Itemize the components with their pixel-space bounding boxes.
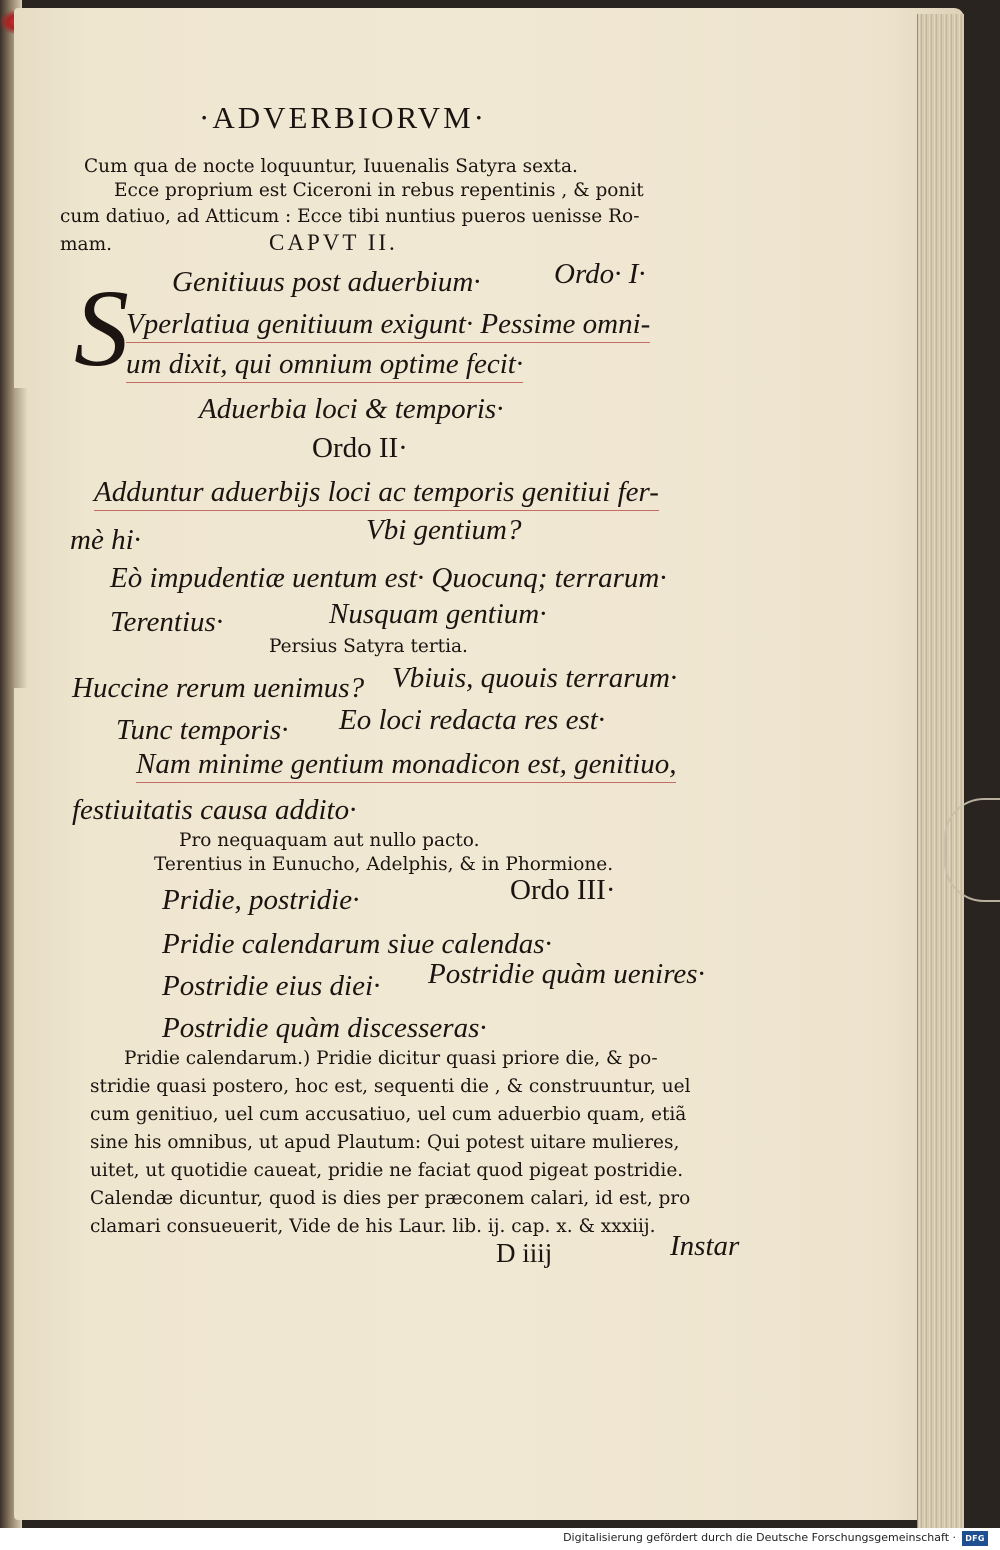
commentary-line-1: Pridie calendarum.) Pridie dicitur quasi priore die, & po- (124, 1048, 658, 1069)
bleed-through-shadow (14, 388, 28, 688)
main-line-18: Pridie calendarum siue calendas· (162, 928, 552, 960)
main-line-9b: Nusquam gentium· (329, 598, 547, 630)
intro-line-2: Ecce proprium est Ciceroni in rebus repentinis , & ponit (114, 180, 644, 201)
main-line-2: Vperlatiua genitiuum exigunt· Pessime omni- (126, 308, 650, 343)
commentary-line-2: stridie quasi postero, hoc est, sequenti die , & construuntur, uel (90, 1076, 691, 1097)
intro-line-3: cum datiuo, ad Atticum : Ecce tibi nuntius pueros uenisse Ro- (60, 206, 640, 227)
intro-line-4a: mam. (60, 234, 112, 255)
digitization-credit-bar (0, 1528, 1000, 1550)
commentary-line-6: Calendæ dicuntur, quod is dies per præconem calari, id est, pro (90, 1188, 691, 1209)
commentary-line-3: cum genitiuo, uel cum accusatiuo, uel cum aduerbio quam, etiã (90, 1104, 687, 1125)
main-line-13: Nam minime gentium monadicon est, genitiuo, (136, 748, 676, 783)
persius-citation: Persius Satyra tertia. (269, 636, 468, 657)
show-through-ink (714, 188, 944, 888)
main-line-20: Postridie quàm discesseras· (162, 1012, 487, 1044)
main-line-19b: Postridie quàm uenires· (428, 958, 705, 990)
commentary-line-4: sine his omnibus, ut apud Plautum: Qui potest uitare mulieres, (90, 1132, 680, 1153)
paper-clip (944, 798, 1000, 902)
main-line-12b: Eo loci redacta res est· (339, 704, 606, 736)
ordo-1: Ordo· I· (554, 258, 646, 290)
main-line-9a: Terentius· (110, 606, 224, 638)
main-line-12a: Tunc temporis· (116, 714, 289, 746)
commentary-line-5: uitet, ut quotidie caueat, pridie ne faciat quod pigeat postridie. (90, 1160, 684, 1181)
main-line-16: Terentius in Eunucho, Adelphis, & in Phormione. (154, 854, 614, 875)
dfg-logo: DFG (962, 1531, 988, 1546)
main-line-1a: Genitiuus post aduerbium· (172, 266, 481, 298)
main-line-11a: Huccine rerum uenimus? (72, 672, 365, 704)
intro-line-1: Cum qua de nocte loquuntur, Iuuenalis Satyra sexta. (84, 156, 578, 177)
chapter-heading: CAPVT II. (269, 230, 398, 255)
section-heading-loci: Aduerbia loci & temporis· (199, 393, 504, 425)
main-line-17a: Pridie, postridie· (162, 884, 360, 916)
main-line-11b: Vbiuis, quouis terrarum· (392, 662, 678, 694)
main-line-19a: Postridie eius diei· (162, 970, 381, 1002)
catchword: Instar (670, 1230, 740, 1262)
book-page (14, 8, 964, 1520)
ordo-3: Ordo III· (510, 874, 616, 906)
main-line-7a: mè hi· (70, 524, 141, 556)
ordo-2: Ordo II· (312, 432, 408, 464)
commentary-line-7: clamari consueuerit, Vide de his Laur. lib. ij. cap. x. & xxxiij. (90, 1216, 656, 1237)
decorated-initial-s: S (74, 267, 129, 389)
main-line-3: um dixit, qui omnium optime fecit· (126, 348, 523, 383)
main-line-7b: Vbi gentium? (366, 514, 522, 546)
signature-mark: D iiij (496, 1238, 553, 1268)
main-line-8: Eò impudentiæ uentum est· Quocunq; terrarum· (110, 562, 667, 594)
main-line-15: Pro nequaquam aut nullo pacto. (179, 830, 480, 851)
main-line-14: festiuitatis causa addito· (72, 794, 357, 826)
credit-text: Digitalisierung gefördert durch die Deutsche Forschungsgemeinschaft · (563, 1531, 956, 1544)
main-line-6: Adduntur aduerbijs loci ac temporis genitiui fer- (94, 476, 659, 511)
running-title: ·ADVERBIORVM· (199, 100, 487, 135)
